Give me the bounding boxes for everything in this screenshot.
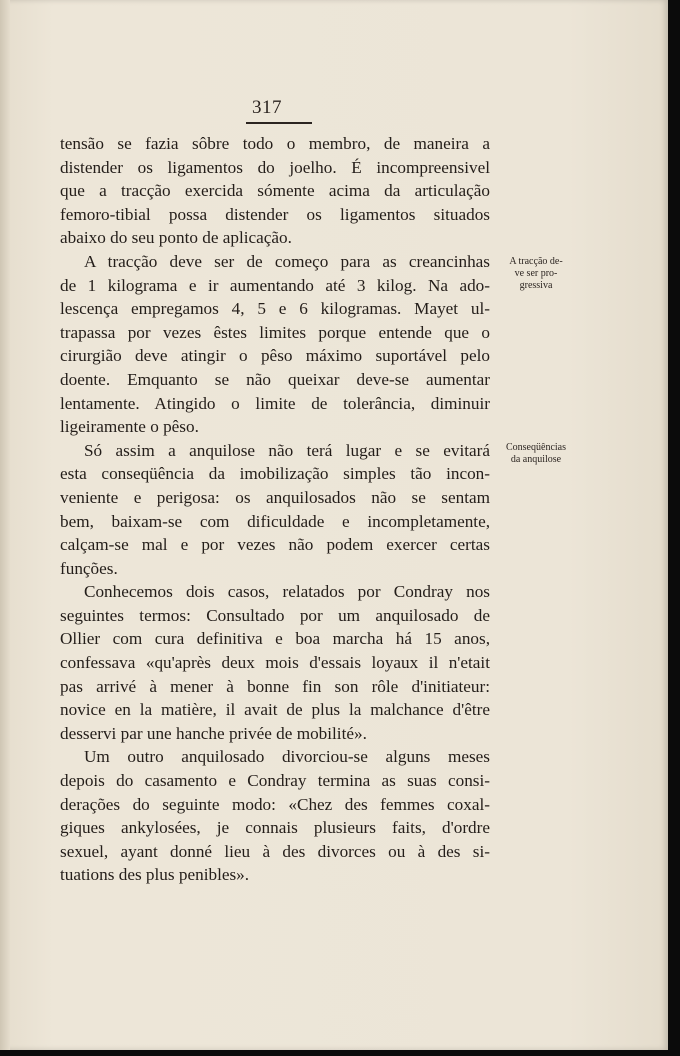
- text-line: veniente e perigosa: os anquilosados não se sentam: [60, 487, 490, 507]
- body-text: [60, 132, 490, 887]
- text-line: lentamente. Atingido o limite de tolerância, diminuir: [60, 393, 490, 413]
- text-line: giques ankylosées, je connais plusieurs faits, d'ordre: [60, 818, 490, 838]
- text-line: calçam-se mal e por vezes não podem exercer certas: [60, 535, 490, 555]
- text-line: abaixo do seu ponto de aplicação.: [60, 228, 292, 248]
- text-line: tuations des plus penibles».: [60, 865, 250, 885]
- text-line: trapassa por vezes êstes limites porque entende que o: [60, 322, 490, 342]
- text-line: lescença empregamos 4, 5 e 6 kilogramas. Mayet ul-: [60, 299, 490, 319]
- margin-note-consequences: Conseqüências da anquilose: [506, 442, 566, 465]
- page-number-rule: [246, 122, 312, 124]
- text-line: cirurgião deve atingir o pêso máximo suportável pelo: [60, 346, 490, 366]
- text-line: novice en la matière, il avait de plus la malchance d'être: [60, 700, 490, 720]
- text-line: bem, baixam-se com dificuldade e incompletamente,: [60, 511, 490, 531]
- text-line: distender os ligamentos do joelho. É incompreensivel: [60, 157, 490, 177]
- text-line: Ollier com cura definitiva e boa marcha há 15 anos,: [60, 629, 490, 649]
- text-line: depois do casamento e Condray termina as suas consi-: [60, 771, 490, 791]
- page-number: 317: [252, 97, 282, 118]
- text-line: A tracção deve ser de começo para as creancinhas: [84, 251, 490, 271]
- text-line: ligeiramente o pêso.: [60, 417, 199, 437]
- text-line: funções.: [60, 558, 118, 578]
- text-line: doente. Emquanto se não queixar deve-se aumentar: [60, 369, 490, 389]
- text-line: derações do seguinte modo: «Chez des femmes coxal-: [60, 794, 490, 814]
- text-line: Só assim a anquilose não terá lugar e se evitará: [84, 440, 490, 460]
- text-line: femoro-tibial possa distender os ligamentos situados: [60, 204, 490, 224]
- text-line: Um outro anquilosado divorciou-se alguns meses: [84, 747, 490, 767]
- margin-note-traction: A tracção de- ve ser pro- gressiva: [509, 256, 563, 291]
- text-line: que a tracção exercida sómente acima da articulação: [60, 181, 490, 201]
- text-line: seguintes termos: Consultado por um anquilosado de: [60, 605, 490, 625]
- text-line: Conhecemos dois casos, relatados por Condray nos: [84, 582, 490, 602]
- text-line: esta conseqüência da imobilização simples tão incon-: [60, 464, 490, 484]
- text-line: desservi par une hanche privée de mobilité».: [60, 723, 367, 743]
- text-line: tensão se fazia sôbre todo o membro, de maneira a: [60, 134, 490, 153]
- text-line: pas arrivé à mener à bonne fin son rôle d'initiateur:: [60, 676, 490, 696]
- text-line: de 1 kilograma e ir aumentando até 3 kilog. Na ado-: [60, 275, 490, 295]
- page-gutter-shadow: [0, 0, 10, 1050]
- text-line: confessava «qu'après deux mois d'essais loyaux il n'etait: [60, 653, 490, 673]
- text-line: sexuel, ayant donné lieu à des divorces ou à des si-: [60, 841, 490, 861]
